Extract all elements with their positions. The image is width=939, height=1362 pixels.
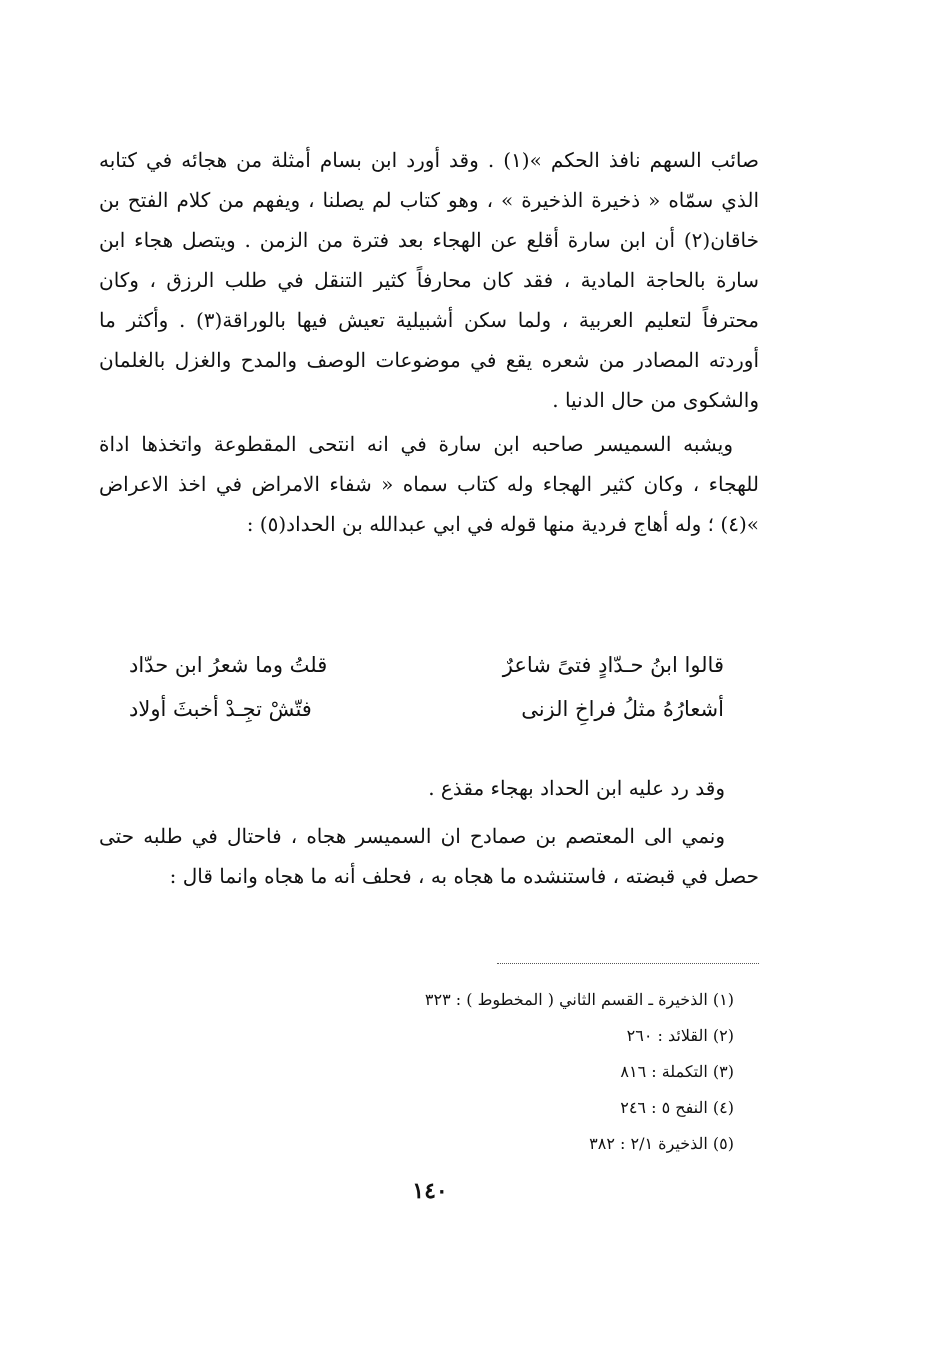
paragraph-3: ونمي الى المعتصم بن صمادح ان السميسر هجاه ، فاحتال في طلبه حتى حصل في قبضته ، فاستنشده ما هجاه به ، فحلف أنه ما هجاه وانما قال : — [99, 824, 759, 888]
poem-line-2-second-hemistich: فتّشْ تجِـدْ أخبثَ أولاد — [129, 697, 312, 721]
poem-line-1 — [129, 643, 724, 687]
poem-line-1-first-hemistich: قالوا ابنُ حـدّادٍ فتىً شاعرٌ — [502, 653, 724, 677]
poem — [129, 643, 724, 731]
footnotes — [314, 982, 734, 1162]
paragraph-1: صائب السهم نافذ الحكم »(١) . وقد أورد ابن بسام أمثلة من هجائه في كتابه الذي سمّاه « ذخيرة الذخيرة » ، وهو كتاب لم يصلنا ، ويفهم من كلام الفتح بن خاقان(٢) أن ابن سارة أقلع عن الهجاء بعد فترة من الزمن . ويتصل هجاء ابن سارة بالحاجة المادية ، فقد كان محارفاً كثير التنقل في طلب الرزق ، وكان محترفاً لتعليم العربية ، ولما سكن أشبيلية تعيش فيها بالوراقة(٣) . وأكثر ما أوردته المصادر من شعره يقع في موضوعات الوصف والمدح والغزل بالغلمان والشكوى من حال الدنيا . — [99, 148, 759, 412]
poem-line-2-first-hemistich: أشعارُهُ مثلُ فراخِ الزنى — [521, 697, 724, 721]
poem-line-2 — [129, 687, 724, 731]
reply-line: وقد رد عليه ابن الحداد بهجاء مقذع . — [428, 776, 725, 800]
footnote-1: (١) الذخيرة ـ القسم الثاني ( المخطوط ) : ٣٢٣ — [424, 990, 734, 1009]
body-text — [99, 140, 759, 544]
after-poem-text — [99, 768, 759, 896]
footnote-4: (٤) النفح ٥ : ٢٤٦ — [620, 1098, 734, 1117]
poem-line-1-second-hemistich: قلتُ وما شعرُ ابن حدّاد — [129, 653, 328, 677]
paragraph-2: ويشبه السميسر صاحبه ابن سارة في انه انتحى المقطوعة واتخذها اداة للهجاء ، وكان كثير الهجاء وله كتاب سماه « شفاء الامراض في اخذ الاعراض »(٤) ؛ وله أهاج فردية منها قوله في ابي عبدالله بن الحداد(٥) : — [99, 432, 759, 536]
page-number: ١٤٠ — [412, 1178, 448, 1204]
footnote-5: (٥) الذخيرة ٢/١ : ٣٨٢ — [589, 1134, 734, 1153]
footnote-divider — [497, 963, 759, 964]
footnote-2: (٢) القلائد : ٢٦٠ — [626, 1026, 734, 1045]
footnote-3: (٣) التكملة : ٨١٦ — [620, 1062, 734, 1081]
